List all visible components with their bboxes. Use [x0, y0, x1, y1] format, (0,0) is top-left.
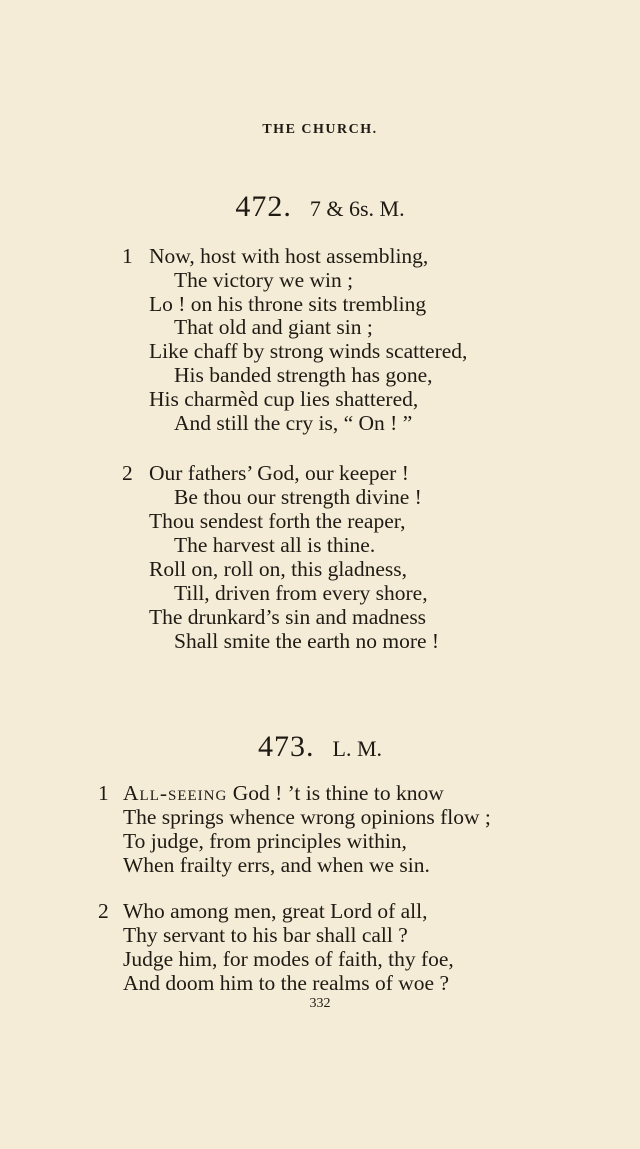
verse-line: The drunkard’s sin and madness [149, 605, 427, 629]
stanza-number: 2 [122, 461, 133, 485]
verse-line: To judge, from principles within, [123, 829, 407, 853]
verse-line: Thy servant to his bar shall call ? [123, 923, 408, 947]
verse-line: Be thou our strength divine ! [174, 485, 422, 509]
verse-line: And still the cry is, “ On ! ” [174, 411, 413, 435]
hymn-meter: 7 & 6s. M. [309, 196, 405, 221]
stanza-number: 1 [122, 244, 133, 268]
first-line-rest: God ! ’t is thine to know [227, 781, 444, 805]
verse-line: Thou sendest forth the reaper, [149, 509, 406, 533]
verse-line: Lo ! on his throne sits trembling [149, 292, 427, 316]
verse-line: Now, host with host assembling, [149, 244, 429, 268]
stanza-number: 1 [98, 781, 109, 805]
verse-line: Like chaff by strong winds scattered, [149, 339, 468, 363]
verse-line: Roll on, roll on, this gladness, [149, 557, 407, 581]
page-number: 332 [309, 996, 331, 1011]
verse-line: Judge him, for modes of faith, thy foe, [123, 947, 454, 971]
hymn-number: 473. [258, 730, 315, 763]
verse-line: That old and giant sin ; [174, 315, 373, 339]
verse-line: Who among men, great Lord of all, [123, 899, 428, 923]
first-word: All-seeing [123, 781, 228, 805]
hymn-472-heading [0, 190, 640, 224]
hymn-meter: L. M. [332, 736, 382, 761]
verse-line: Our fathers’ God, our keeper ! [149, 461, 409, 485]
verse-line: And doom him to the realms of woe ? [123, 971, 450, 995]
hymn-473-heading [0, 730, 640, 764]
running-head: THE CHURCH. [262, 122, 378, 137]
verse-line: The harvest all is thine. [174, 533, 376, 557]
verse-line: His charmèd cup lies shattered, [149, 387, 419, 411]
verse-line: The springs whence wrong opinions flow ; [123, 805, 491, 829]
verse-line: Shall smite the earth no more ! [174, 629, 440, 653]
hymn-number: 472. [235, 190, 292, 223]
stanza-number: 2 [98, 899, 109, 923]
verse-line: When frailty errs, and when we sin. [123, 853, 430, 877]
verse-line [123, 783, 444, 805]
verse-line: The victory we win ; [174, 268, 354, 292]
verse-line: Till, driven from every shore, [174, 581, 428, 605]
verse-line: His banded strength has gone, [174, 363, 433, 387]
